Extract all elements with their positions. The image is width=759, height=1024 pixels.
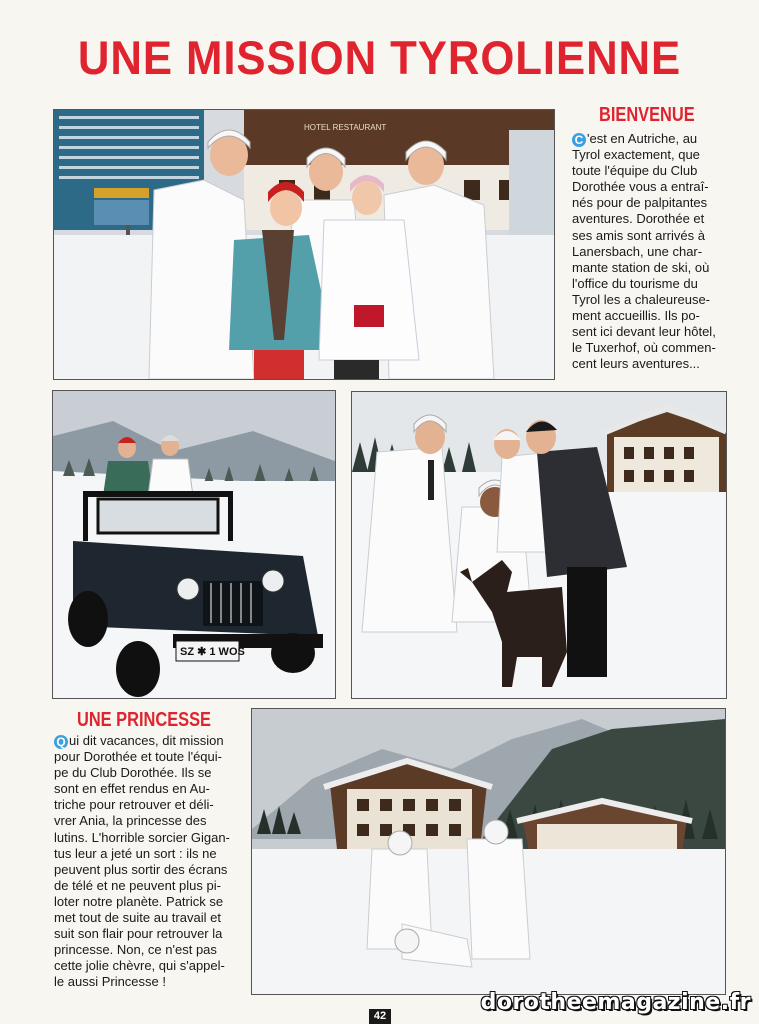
text-line: ses amis sont arrivés à — [572, 227, 705, 243]
text-line: C 'est en Autriche, au — [572, 131, 725, 147]
text-line: Tyrol exactement, que — [572, 147, 700, 163]
dropcap: Q — [54, 735, 68, 749]
page-title: UNE MISSION TYROLIENNE — [77, 31, 682, 84]
text-line: pour Dorothée et toute l'équi- — [54, 749, 222, 765]
photo-goat — [351, 391, 727, 699]
watermark: dorotheemagazine.fr — [480, 990, 751, 1015]
section-text-bienvenue — [572, 131, 725, 372]
text-line: de télé et ne peuvent plus pi- — [54, 877, 221, 893]
text-line: met tout de suite au travail et — [54, 910, 221, 926]
text-line: le aussi Princesse ! — [54, 974, 166, 990]
text-line: Q ui dit vacances, dit mission — [54, 733, 238, 749]
text-line: toute l'équipe du Club — [572, 163, 698, 179]
text-line: nés pour de palpitantes — [572, 195, 708, 211]
text-line: triche pour retrouver et déli- — [54, 797, 214, 813]
text-line: mante station de ski, où — [572, 259, 710, 275]
text-line: loter notre planète. Patrick se — [54, 893, 224, 909]
photo-snow-field — [251, 708, 726, 995]
dropcap: C — [572, 133, 586, 147]
text-line: sont en effet rendus en Au- — [54, 781, 210, 797]
text-line: ment accueillis. Ils po- — [572, 308, 700, 324]
photo-jeep — [52, 390, 336, 699]
text-line: vrer Ania, la princesse des — [54, 813, 207, 829]
section-heading-princesse: UNE PRINCESSE — [77, 709, 211, 731]
text-line: Dorothée vous a entraî- — [572, 179, 709, 195]
section-heading-bienvenue: BIENVENUE — [599, 104, 695, 126]
photo-group-hotel — [53, 109, 555, 380]
text-line: pe du Club Dorothée. Ils se — [54, 765, 212, 781]
license-plate: SZ ✱ 1 WOS — [180, 646, 245, 658]
page-number: 42 — [369, 1009, 391, 1024]
text-line: peuvent plus sortir des écrans — [54, 861, 228, 877]
text-line: le Tuxerhof, où commen- — [572, 340, 716, 356]
text-line: tus leur a jeté un sort : ils ne — [54, 845, 217, 861]
text-line: Tyrol les a chaleureuse- — [572, 291, 711, 307]
text-line: l'office du tourisme du — [572, 275, 698, 291]
text-line: Lanersbach, une char- — [572, 243, 703, 259]
hotel-sign: HOTEL RESTAURANT — [304, 123, 387, 132]
text-line: princesse. Non, ce n'est pas — [54, 942, 217, 958]
text-line: cette jolie chèvre, qui s'appel- — [54, 958, 225, 974]
text-line: aventures. Dorothée et — [572, 211, 705, 227]
text-line: suit son flair pour retrouver la — [54, 926, 223, 942]
text-line: cent leurs aventures... — [572, 356, 700, 372]
text-line: sent ici devant leur hôtel, — [572, 324, 716, 340]
text-line: lutins. L'horrible sorcier Gigan- — [54, 829, 230, 845]
section-text-princesse — [54, 733, 238, 991]
